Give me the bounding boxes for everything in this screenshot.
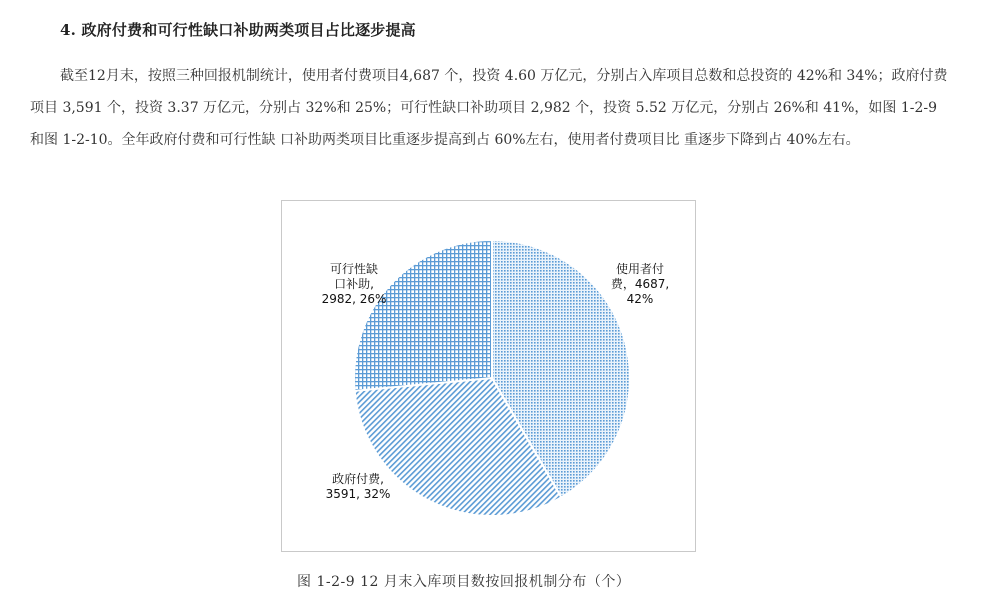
pie-slice-label-line: 可行性缺 — [329, 262, 379, 276]
pie-slice-label-1 — [611, 261, 669, 306]
pie-chart — [282, 201, 697, 553]
pie-slice-label-3 — [322, 261, 387, 306]
pie-slice-label-line: 费，4687, — [610, 277, 670, 291]
section-title: 4. 政府付费和可行性缺口补助两类项目占比逐步提高 — [60, 21, 416, 39]
pie-slice-label-line: 3591, 32% — [325, 487, 391, 501]
pie-slice-label-2 — [326, 471, 391, 501]
pie-slice-label-line: 使用者付 — [615, 262, 665, 276]
body-paragraph: 截至12月末，按照三种回报机制统计，使用者付费项目4,687 个，投资 4.60 万亿元，分别占入库项目总数和总投资的 42%和 34%；政府付费项目 3,591 个，投资 3.37 万亿元，分别占 32%和 25%；可行性缺口补助项目 2,982 个，投资 5.52 万亿元，分别占 26%和 41%，如图 1-2-9 和图 1-2-10。全年政府付费和可行性缺 口补助两类项目比重逐步提高到占 60%左右，使用者付费项目比 重逐步下降到占 40%左右。 — [30, 68, 948, 148]
pie-slice-label-line: 口补助, — [334, 277, 374, 291]
pie-slice-label-line: 2982, 26% — [321, 292, 387, 306]
figure-caption: 图 1-2-9 12 月末入库项目数按回报机制分布（个） — [297, 574, 631, 590]
pie-slice-label-line: 政府付费, — [332, 472, 384, 486]
pie-chart-frame — [281, 200, 696, 552]
pie-slice-label-line: 42% — [626, 292, 654, 306]
pie-slices — [354, 240, 630, 516]
